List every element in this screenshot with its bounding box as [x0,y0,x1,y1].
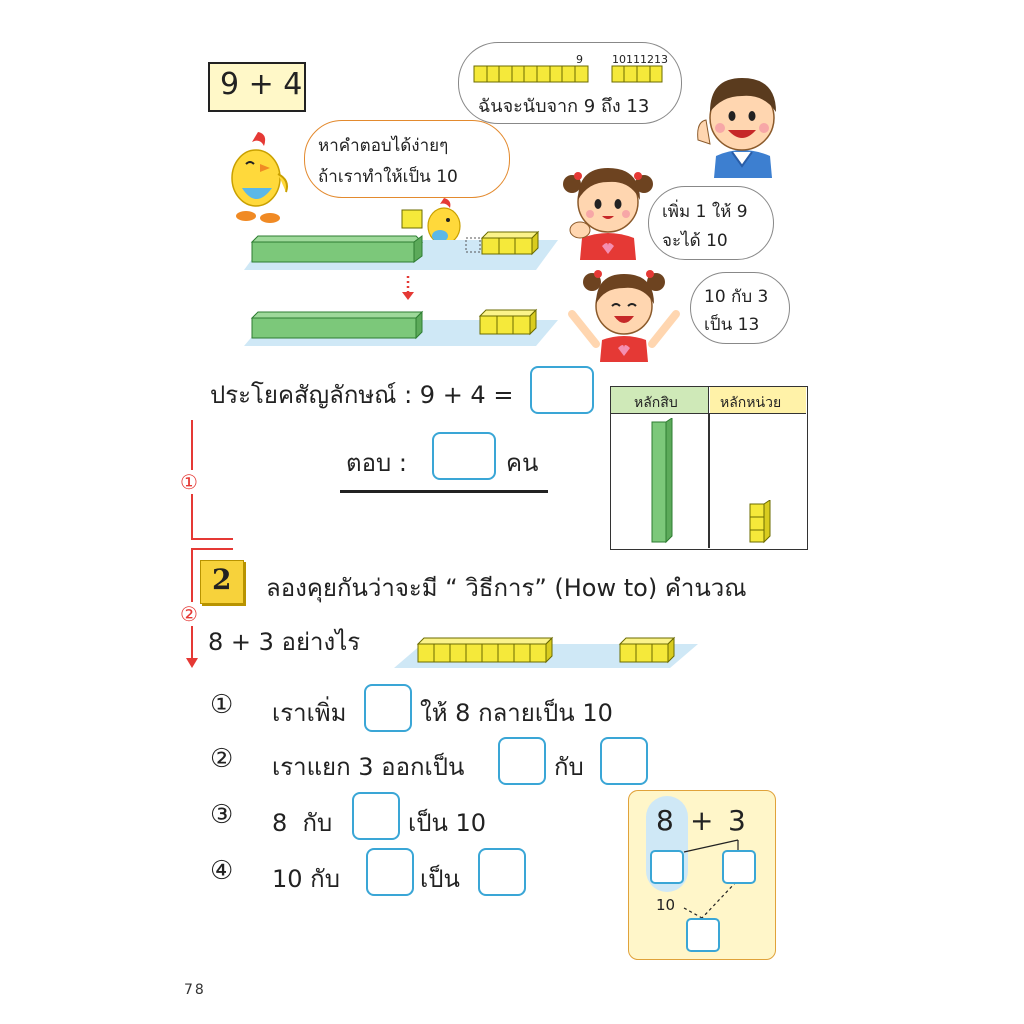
boy-speech-text: ฉันจะนับจาก 9 ถึง 13 [478,96,650,117]
girl-cheering-character [566,262,682,362]
section-number: 2 [212,563,232,596]
diagram-ten: 10 [656,896,676,914]
step-2-text-b: กับ [554,753,584,781]
diagram-split-box-right[interactable] [722,850,756,884]
step-3-number: ③ [210,800,234,830]
chick-character [216,130,296,226]
diagram-eight: 8 [656,804,674,837]
expression-text: 9 + 4 [220,67,303,102]
ten-rod-open-tray [252,236,422,262]
sentence-label: ประโยคสัญลักษณ์ : 9 + 4 = [210,381,514,409]
answer-underline [340,490,548,493]
chick-speech-line1: หาคำตอบได้ง่ายๆ [318,136,449,156]
step-1-text-b: ให้ 8 กลายเป็น 10 [420,699,613,727]
step-4-answer-box-2[interactable] [478,848,526,896]
diagram-plus: + [690,804,714,837]
step-bracket-tick-2 [191,548,233,550]
section-title: ลองคุยกันว่าจะมี “ วิธีการ” (How to) คำนวณ [266,574,747,602]
step-4-text-b: เป็น [420,865,460,893]
step-3-answer-box[interactable] [352,792,400,840]
diagram-split-box-left[interactable] [650,850,684,884]
step-marker-one: ① [180,470,198,494]
answer-label: ตอบ : [346,449,407,477]
count-label-ten-to-thirteen: 10111213 [612,53,668,66]
answer-unit: คน [506,449,539,477]
step-1-answer-box[interactable] [364,684,412,732]
tens-header: หลักสิบ [634,395,678,411]
count-label-nine: 9 [576,53,583,66]
boy-character [692,66,792,178]
step-4-answer-box-1[interactable] [366,848,414,896]
section-subtitle: 8 + 3 อย่างไร [208,628,361,656]
step-3-text-a: 8 กับ [272,809,333,837]
sentence-answer-box[interactable] [530,366,594,414]
page-number: 78 [184,982,206,998]
step-2-text-a: เราแยก 3 ออกเป็น [272,753,465,781]
eight-plus-three-blocks-illustration [392,632,702,670]
girl2-speech-line2: เป็น 13 [704,315,760,335]
step-arrow-down-icon [185,656,199,670]
tens-rod [650,418,674,546]
ones-header: หลักหน่วย [720,395,782,411]
ten-rod-and-three-blocks-illustration [224,304,560,348]
girl-thinking-character [560,150,656,260]
step-marker-two: ② [180,602,198,626]
step-1-number: ① [210,690,234,720]
diagram-three: 3 [728,804,746,837]
step-bracket-tick-1 [191,538,233,540]
step-1-text-a: เราเพิ่ม [272,699,347,727]
step-4-number: ④ [210,856,234,886]
chick-speech-line2: ถ้าเราทำให้เป็น 10 [318,167,458,187]
girl1-speech-line1: เพิ่ม 1 ให้ 9 [662,202,748,222]
diagram-result-box[interactable] [686,918,720,952]
answer-box[interactable] [432,432,496,480]
ones-blocks [748,500,772,546]
step-2-answer-box-1[interactable] [498,737,546,785]
step-3-text-b: เป็น 10 [408,809,487,837]
girl2-speech-line1: 10 กับ 3 [704,287,769,307]
ten-rod-with-blocks-illustration [224,222,560,272]
step-2-answer-box-2[interactable] [600,737,648,785]
step-4-text-a: 10 กับ [272,865,340,893]
girl1-speech-line2: จะได้ 10 [662,231,728,251]
down-arrow-icon [400,276,416,302]
step-2-number: ② [210,744,234,774]
place-value-divider [708,413,710,548]
